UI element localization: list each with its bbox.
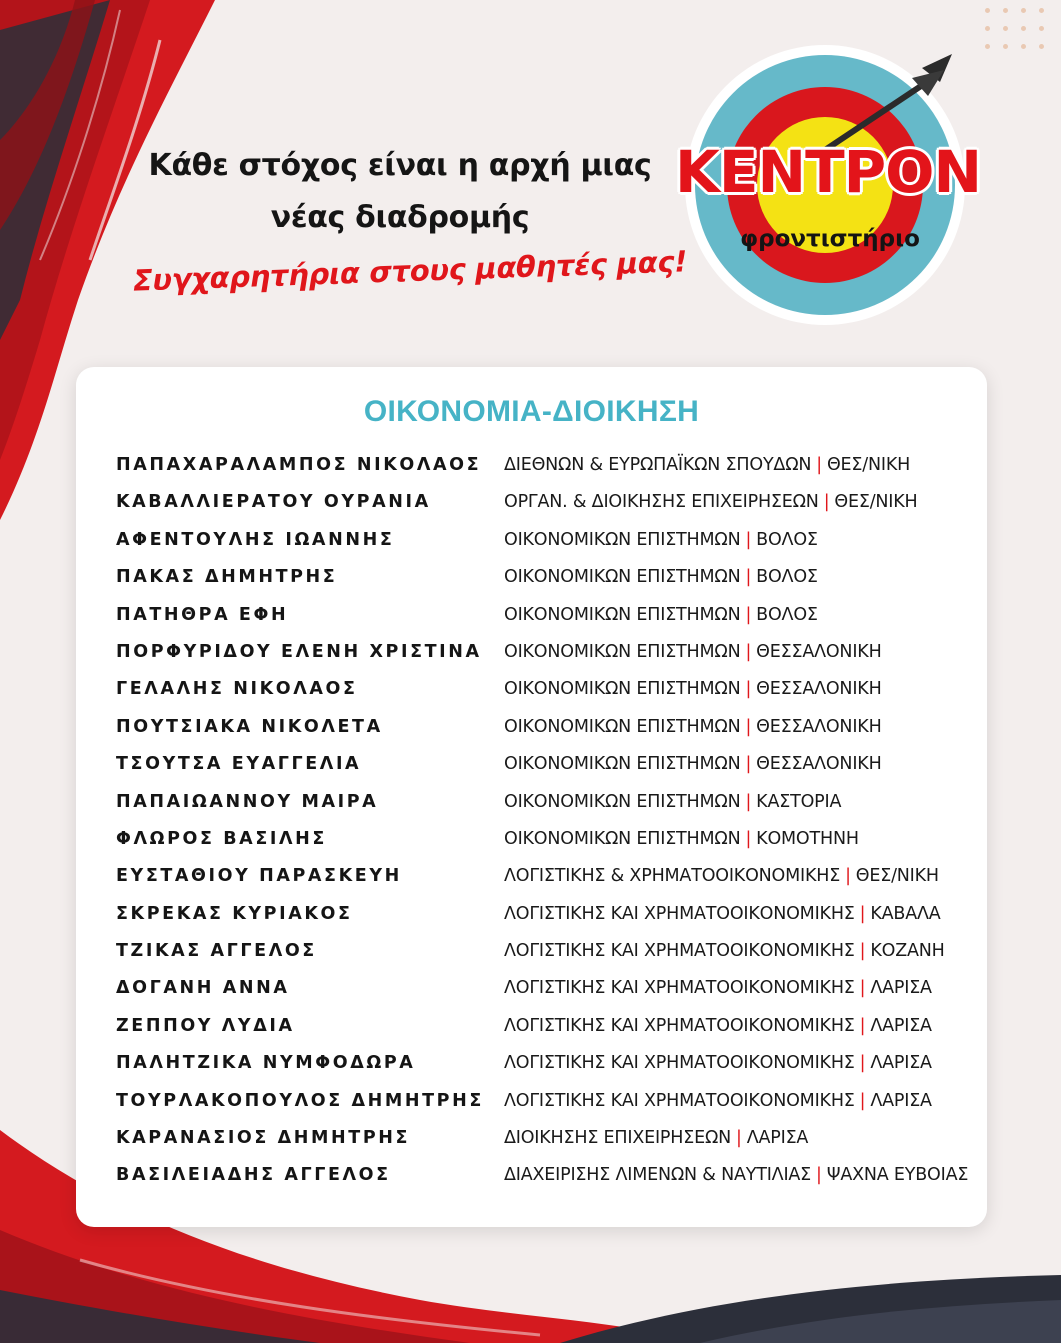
- separator: |: [736, 1128, 742, 1149]
- separator: |: [816, 1165, 822, 1186]
- city-name: ΛΑΡΙΣΑ: [746, 1128, 809, 1149]
- department-name: ΟΙΚΟΝΟΜΙΚΩΝ ΕΠΙΣΤΗΜΩΝ: [504, 791, 741, 812]
- results-card: [76, 367, 987, 1227]
- headline-line-2: νέας διαδρομής: [270, 200, 530, 235]
- city-name: ΛΑΡΙΣΑ: [870, 978, 932, 999]
- student-name: ΦΛΩΡΟΣ ΒΑΣΙΛΗΣ: [116, 828, 327, 849]
- department-name: ΛΟΓΙΣΤΙΚΗΣ ΚΑΙ ΧΡΗΜΑΤΟΟΙΚΟΝΟΜΙΚΗΣ: [504, 1015, 855, 1036]
- department-name: ΛΟΓΙΣΤΙΚΗΣ ΚΑΙ ΧΡΗΜΑΤΟΟΙΚΟΝΟΜΙΚΗΣ: [504, 1090, 855, 1111]
- separator: |: [859, 1090, 866, 1111]
- list-item: [116, 786, 976, 823]
- list-item: [116, 860, 976, 897]
- city-name: ΚΑΣΤΟΡΙΑ: [756, 791, 842, 812]
- separator: |: [845, 866, 851, 887]
- list-item: [116, 972, 976, 1009]
- list-item: [116, 935, 976, 972]
- student-name: ΒΑΣΙΛΕΙΑΔΗΣ ΑΓΓΕΛΟΣ: [116, 1165, 391, 1186]
- city-name: ΚΑΒΑΛΑ: [870, 903, 941, 924]
- list-item: [116, 673, 976, 710]
- department-name: ΟΡΓΑΝ. & ΔΙΟΙΚΗΣΗΣ ΕΠΙΧΕΙΡΗΣΕΩΝ: [504, 492, 819, 513]
- department-name: ΔΙΑΧΕΙΡΙΣΗΣ ΛΙΜΕΝΩΝ & ΝΑΥΤΙΛΙΑΣ: [504, 1165, 812, 1186]
- section-title: ΟΙΚΟΝΟΜΙΑ-ΔΙΟΙΚΗΣΗ: [363, 395, 700, 428]
- list-item: [116, 1010, 976, 1047]
- student-name: ΚΑΒΑΛΛΙΕΡΑΤΟΥ ΟΥΡΑΝΙΑ: [116, 492, 431, 513]
- city-name: ΒΟΛΟΣ: [756, 567, 818, 588]
- list-item: [116, 748, 976, 785]
- student-list: [116, 449, 976, 1197]
- student-placement: [504, 754, 882, 774]
- separator: |: [745, 791, 752, 812]
- student-placement: [504, 679, 882, 699]
- list-item: [116, 636, 976, 673]
- department-name: ΛΟΓΙΣΤΙΚΗΣ ΚΑΙ ΧΡΗΜΑΤΟΟΙΚΟΝΟΜΙΚΗΣ: [504, 903, 855, 924]
- list-item: [116, 524, 976, 561]
- department-name: ΟΙΚΟΝΟΜΙΚΩΝ ΕΠΙΣΤΗΜΩΝ: [504, 604, 741, 625]
- separator: |: [859, 941, 866, 962]
- city-name: ΘΕΣ/ΝΙΚΗ: [855, 866, 939, 887]
- city-name: ΚΟΜΟΤΗΝΗ: [756, 828, 859, 849]
- student-placement: [504, 829, 859, 849]
- separator: |: [859, 1053, 866, 1074]
- list-item: [116, 1047, 976, 1084]
- student-name: ΖΕΠΠΟΥ ΛΥΔΙΑ: [116, 1015, 295, 1036]
- student-placement: [504, 941, 945, 961]
- student-name: ΠΑΤΗΘΡΑ ΕΦΗ: [116, 604, 289, 625]
- department-name: ΟΙΚΟΝΟΜΙΚΩΝ ΕΠΙΣΤΗΜΩΝ: [504, 641, 741, 662]
- list-item: [116, 561, 976, 598]
- separator: |: [745, 679, 752, 700]
- student-name: ΠΑΠΑΧΑΡΑΛΑΜΠΟΣ ΝΙΚΟΛΑΟΣ: [116, 455, 482, 475]
- city-name: ΘΕΣΣΑΛΟΝΙΚΗ: [756, 641, 882, 662]
- congratulations-text: Συγχαρητήρια στους μαθητές μας!: [132, 244, 688, 298]
- department-name: ΔΙΕΘΝΩΝ & ΕΥΡΩΠΑΪΚΩΝ ΣΠΟΥΔΩΝ: [504, 455, 812, 475]
- student-placement: [504, 866, 939, 886]
- separator: |: [816, 455, 822, 475]
- student-placement: [504, 717, 882, 737]
- student-name: ΠΑΠΑΙΩΑΝΝΟΥ ΜΑΙΡΑ: [116, 791, 379, 812]
- department-name: ΟΙΚΟΝΟΜΙΚΩΝ ΕΠΙΣΤΗΜΩΝ: [504, 679, 741, 700]
- list-item: [116, 486, 976, 523]
- student-name: ΓΕΛΑΛΗΣ ΝΙΚΟΛΑΟΣ: [116, 679, 358, 700]
- separator: |: [745, 828, 752, 849]
- city-name: ΒΟΛΟΣ: [756, 604, 818, 625]
- student-name: ΤΣΟΥΤΣΑ ΕΥΑΓΓΕΛΙΑ: [116, 754, 362, 775]
- student-name: ΠΟΡΦΥΡΙΔΟΥ ΕΛΕΝΗ ΧΡΙΣΤΙΝΑ: [116, 641, 482, 662]
- city-name: ΛΑΡΙΣΑ: [870, 1053, 932, 1074]
- separator: |: [823, 492, 830, 513]
- student-name: ΤΖΙΚΑΣ ΑΓΓΕΛΟΣ: [116, 941, 317, 962]
- student-name: ΑΦΕΝΤΟΥΛΗΣ ΙΩΑΝΝΗΣ: [116, 529, 395, 550]
- department-name: ΛΟΓΙΣΤΙΚΗΣ & ΧΡΗΜΑΤΟΟΙΚΟΝΟΜΙΚΗΣ: [504, 866, 841, 887]
- separator: |: [745, 567, 752, 588]
- student-name: ΕΥΣΤΑΘΙΟΥ ΠΑΡΑΣΚΕΥΗ: [116, 866, 402, 887]
- headline: [120, 140, 680, 244]
- city-name: ΒΟΛΟΣ: [756, 529, 818, 550]
- student-name: ΠΑΛΗΤΖΙΚΑ ΝΥΜΦΟΔΩΡΑ: [116, 1053, 416, 1074]
- separator: |: [745, 754, 752, 775]
- separator: |: [859, 978, 866, 999]
- list-item: [116, 599, 976, 636]
- department-name: ΛΟΓΙΣΤΙΚΗΣ ΚΑΙ ΧΡΗΜΑΤΟΟΙΚΟΝΟΜΙΚΗΣ: [504, 1053, 855, 1074]
- department-name: ΔΙΟΙΚΗΣΗΣ ΕΠΙΧΕΙΡΗΣΕΩΝ: [504, 1128, 732, 1149]
- city-name: ΚΟΖΑΝΗ: [870, 941, 945, 962]
- separator: |: [859, 903, 866, 924]
- city-name: ΘΕΣΣΑΛΟΝΙΚΗ: [756, 716, 882, 737]
- city-name: ΘΕΣ/ΝΙΚΗ: [834, 492, 918, 513]
- student-placement: [504, 530, 818, 550]
- list-item: [116, 1159, 976, 1196]
- department-name: ΛΟΓΙΣΤΙΚΗΣ ΚΑΙ ΧΡΗΜΑΤΟΟΙΚΟΝΟΜΙΚΗΣ: [504, 941, 855, 962]
- department-name: ΟΙΚΟΝΟΜΙΚΩΝ ΕΠΙΣΤΗΜΩΝ: [504, 529, 741, 550]
- student-name: ΠΟΥΤΣΙΑΚΑ ΝΙΚΟΛΕΤΑ: [116, 716, 383, 737]
- student-placement: [504, 567, 818, 587]
- student-placement: [504, 605, 818, 625]
- separator: |: [745, 716, 752, 737]
- city-name: ΘΕΣΣΑΛΟΝΙΚΗ: [756, 754, 882, 775]
- city-name: ΘΕΣΣΑΛΟΝΙΚΗ: [756, 679, 882, 700]
- department-name: ΛΟΓΙΣΤΙΚΗΣ ΚΑΙ ΧΡΗΜΑΤΟΟΙΚΟΝΟΜΙΚΗΣ: [504, 978, 855, 999]
- student-placement: [504, 1165, 968, 1185]
- city-name: ΘΕΣ/ΝΙΚΗ: [826, 455, 911, 475]
- student-placement: [504, 492, 917, 512]
- student-placement: [504, 792, 841, 812]
- student-placement: [504, 455, 910, 475]
- student-placement: [504, 642, 882, 662]
- student-name: ΠΑΚΑΣ ΔΗΜΗΤΡΗΣ: [116, 567, 338, 588]
- list-item: [116, 1085, 976, 1122]
- list-item: [116, 449, 976, 486]
- department-name: ΟΙΚΟΝΟΜΙΚΩΝ ΕΠΙΣΤΗΜΩΝ: [504, 716, 741, 737]
- student-name: ΔΟΓΑΝΗ ΑΝΝΑ: [116, 978, 290, 999]
- student-name: ΚΑΡΑΝΑΣΙΟΣ ΔΗΜΗΤΡΗΣ: [116, 1128, 411, 1149]
- separator: |: [745, 641, 752, 662]
- separator: |: [745, 604, 752, 625]
- city-name: ΨΑΧΝΑ ΕΥΒΟΙΑΣ: [826, 1165, 969, 1186]
- separator: |: [745, 529, 752, 550]
- list-item: [116, 711, 976, 748]
- student-name: ΣΚΡΕΚΑΣ ΚΥΡΙΑΚΟΣ: [116, 903, 353, 924]
- city-name: ΛΑΡΙΣΑ: [870, 1090, 932, 1111]
- department-name: ΟΙΚΟΝΟΜΙΚΩΝ ΕΠΙΣΤΗΜΩΝ: [504, 828, 741, 849]
- student-placement: [504, 904, 941, 924]
- city-name: ΛΑΡΙΣΑ: [870, 1015, 932, 1036]
- student-placement: [504, 1091, 932, 1111]
- list-item: [116, 823, 976, 860]
- student-name: ΤΟΥΡΛΑΚΟΠΟΥΛΟΣ ΔΗΜΗΤΡΗΣ: [116, 1090, 484, 1111]
- list-item: [116, 1122, 976, 1159]
- student-placement: [504, 1128, 808, 1148]
- student-placement: [504, 978, 932, 998]
- student-placement: [504, 1053, 932, 1073]
- headline-line-1: Κάθε στόχος είναι η αρχή μιας: [148, 148, 652, 183]
- department-name: ΟΙΚΟΝΟΜΙΚΩΝ ΕΠΙΣΤΗΜΩΝ: [504, 754, 741, 775]
- student-placement: [504, 1016, 932, 1036]
- department-name: ΟΙΚΟΝΟΜΙΚΩΝ ΕΠΙΣΤΗΜΩΝ: [504, 567, 741, 588]
- logo-subtitle: φροντιστήριο: [740, 226, 920, 252]
- separator: |: [859, 1015, 866, 1036]
- logo-wordmark: KENTPON: [674, 138, 982, 206]
- list-item: [116, 898, 976, 935]
